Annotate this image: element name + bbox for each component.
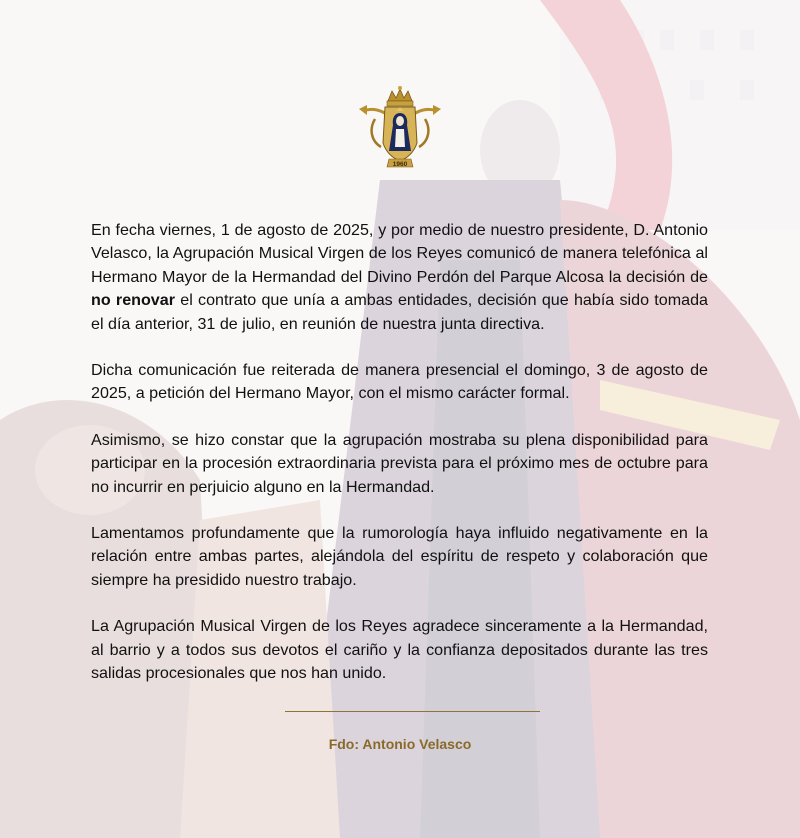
paragraph-1	[91, 219, 708, 336]
paragraph-1-start: En fecha viernes, 1 de agosto de 2025, y por medio de nuestro presidente, D. Antonio Velasco, la Agrupación Musical Virgen de los Reyes comunicó de manera telefónica al Hermano Mayor de la Hermandad del Divino Perdón del Parque Alcosa la decisión de	[91, 221, 708, 286]
paragraph-2: Dicha comunicación fue reiterada de manera presencial el domingo, 3 de agosto de 2025, a petición del Hermano Mayor, con el mismo carácter formal.	[91, 361, 708, 403]
paragraph-5: La Agrupación Musical Virgen de los Reyes agradece sinceramente a la Hermandad, al barrio y a todos sus devotos el cariño y la confianza depositados durante las tres salidas procesionales que nos han unido.	[91, 617, 708, 683]
paragraph-3: Asimismo, se hizo constar que la agrupación mostraba su plena disponibilidad para participar en la procesión extraordinaria prevista para el próximo mes de octubre para no incurrir en perjuicio alguno en la Hermandad.	[91, 430, 708, 496]
paragraph-1-end: el contrato que unía a ambas entidades, decisión que había sido tomada el día anterior, 31 de julio, en reunión de nuestra junta directiva.	[91, 291, 708, 333]
paragraph-4: Lamentamos profundamente que la rumorología haya influido negativamente en la relación entre ambas partes, alejándola del espíritu de respeto y colaboración que siempre ha presidido nuestro trabajo.	[91, 524, 708, 589]
letter-body	[91, 219, 708, 709]
signature-divider	[285, 711, 540, 712]
paragraph-1-emphasis: no renovar	[91, 291, 175, 310]
crest-year: 1960	[392, 161, 408, 168]
signature: Fdo: Antonio Velasco	[328, 736, 472, 752]
crest-logo	[355, 85, 445, 173]
crown-crest-icon	[355, 85, 445, 173]
